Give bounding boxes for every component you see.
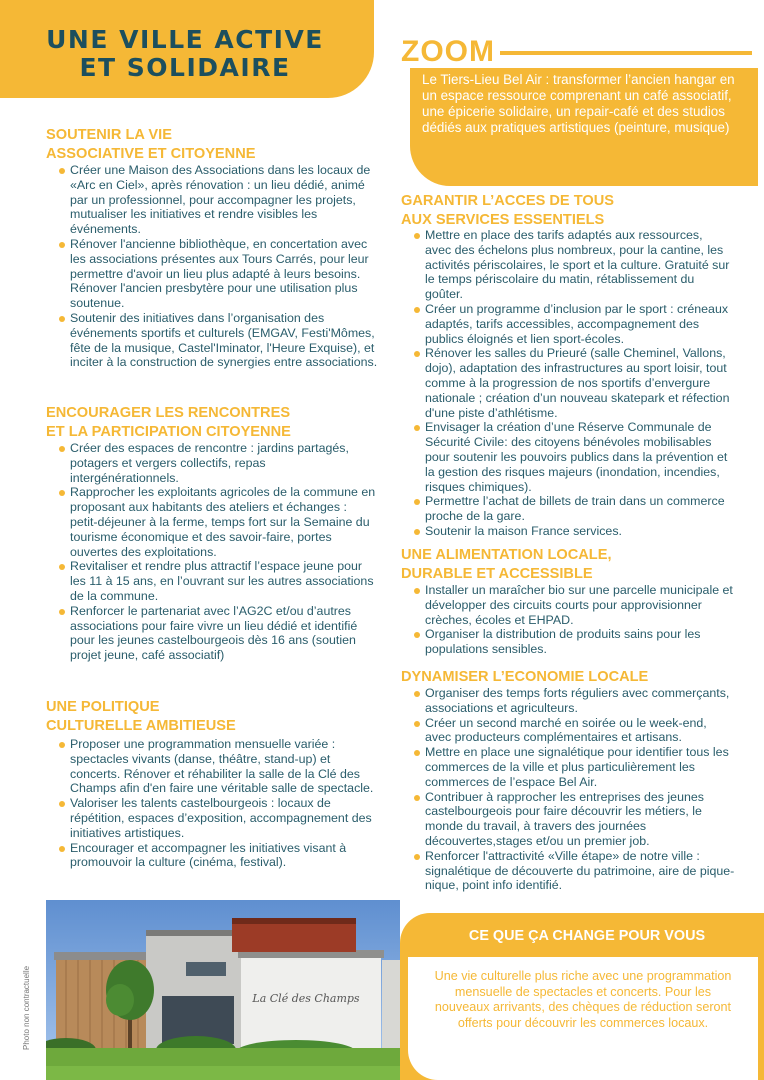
section-title-line: SOUTENIR LA VIE — [46, 127, 172, 143]
list-services — [413, 228, 731, 539]
section-title-line: DURABLE ET ACCESSIBLE — [401, 566, 593, 582]
list-item: Soutenir la maison France services. — [413, 524, 731, 539]
list-item: Mettre en place des tarifs adaptés aux ressources, avec des échelons plus nombreux, pour la cantine, les activités périscolaires, le sport et la culture. Gratuité sur le temps périscolaire du matin, rétablissement du goûter. — [413, 228, 731, 302]
change-inner — [408, 957, 758, 1080]
list-item: Créer un second marché en soirée ou le week-end, avec producteurs complémentaires et artisans. — [413, 716, 735, 746]
list-item: Rénover les salles du Prieuré (salle Cheminel, Vallons, dojo), adaptation des infrastructures au sport loisir, tout comme à la progression de nos sportifs d’envergure nationale ; création d’un nouveau skatepark et réfection d'une piste d’athlétisme. — [413, 346, 731, 420]
title-line-2: ET SOLIDAIRE — [79, 53, 291, 82]
section-title-alimentation — [401, 546, 751, 584]
section-title-associative — [46, 126, 386, 164]
list-item: Créer une Maison des Associations dans les locaux de «Arc en Ciel», après rénovation : un lieu dédié, animé par un professionnel, pour accompagner les projets, mutualiser les initiatives et rendre visibles les événements. — [58, 163, 384, 237]
change-text: Une vie culturelle plus riche avec une programmation mensuelle de spectacles et concerts. Pour les nouveaux arrivants, des chèques de réduction seront offerts pour découvrir les commerces locaux. — [434, 969, 732, 1030]
section-title-line: UNE ALIMENTATION LOCALE, — [401, 547, 612, 563]
list-item: Renforcer l'attractivité «Ville étape» de notre ville : signalétique de découverte du patrimoine, aire de pique-nique, point info identifié. — [413, 849, 735, 893]
section-title-culture — [46, 698, 386, 736]
section-title-line: AUX SERVICES ESSENTIELS — [401, 212, 605, 228]
zoom-label: ZOOM — [401, 35, 495, 68]
list-item: Contribuer à rapprocher les entreprises des jeunes castelbourgeois pour faire découvrir les métiers, le monde du travail, à travers des journées découvertes,stages et/ou un premier job. — [413, 790, 735, 849]
list-item: Organiser des temps forts réguliers avec commerçants, associations et agriculteurs. — [413, 686, 735, 716]
section-title-services — [401, 192, 751, 230]
list-alimentation — [413, 583, 735, 657]
list-item: Envisager la création d’une Réserve Communale de Sécurité Civile: des citoyens bénévoles mobilisables pour soutenir les pouvoirs publics dans la prévention et la gestion des risques majeurs (inondation, incendies, risques chimiques). — [413, 420, 731, 494]
page-title — [40, 26, 330, 82]
building-sign: La Clé des Champs — [252, 992, 360, 1005]
section-title-economie — [401, 668, 751, 687]
building-illustration — [46, 900, 400, 1080]
list-item: Rapprocher les exploitants agricoles de la commune en proposant aux habitants des ateliers et échanges : petit-déjeuner à la ferme, temps fort sur la Semaine du tourisme économique et des savoir-faire, portes ouvertes des exploitations. — [58, 485, 376, 559]
list-item: Organiser la distribution de produits sains pour les populations sensibles. — [413, 627, 735, 657]
list-item: Créer un programme d’inclusion par le sport : créneaux adaptés, tarifs accessibles, accompagnement des publics éloignés et lien sport-écoles. — [413, 302, 731, 346]
list-associative — [58, 163, 384, 370]
list-economie — [413, 686, 735, 893]
section-title-rencontres — [46, 404, 386, 442]
change-box — [400, 913, 764, 1080]
section-title-line: ASSOCIATIVE ET CITOYENNE — [46, 146, 256, 162]
list-rencontres — [58, 441, 376, 663]
photo-credit: Photo non contractuelle — [22, 965, 31, 1050]
list-item: Proposer une programmation mensuelle variée : spectacles vivants (danse, théâtre, stand-up) et concerts. Rénover et réhabiliter la salle de la Clé des Champs afin d'en faire une véritable salle de spectacle. — [58, 737, 376, 796]
title-banner — [0, 0, 374, 98]
section-title-line: DYNAMISER L’ECONOMIE LOCALE — [401, 669, 649, 685]
section-title-line: ENCOURAGER LES RENCONTRES — [46, 405, 291, 421]
zoom-divider — [500, 51, 752, 55]
list-item: Permettre l’achat de billets de train dans un commerce proche de la gare. — [413, 494, 731, 524]
list-item: Soutenir des initiatives dans l’organisation des événements sportifs et culturels (EMGAV, Festi'Mômes, fête de la musique, Castel'Iminator, l'Heure Exquise), et inciter à la construction de synergies entre associations. — [58, 311, 384, 370]
list-item: Mettre en place une signalétique pour identifier tous les commerces de la ville et plus particulièrement les commerces de l’espace Bel Air. — [413, 745, 735, 789]
zoom-text: Le Tiers-Lieu Bel Air : transformer l’ancien hangar en un espace ressource comprenant un café associatif, une épicerie solidaire, un repair-café et des studios dédiés aux pratiques artistiques (peinture, musique) — [422, 72, 735, 135]
section-title-line: UNE POLITIQUE — [46, 699, 160, 715]
list-culture — [58, 737, 376, 870]
change-title: CE QUE ÇA CHANGE POUR VOUS — [468, 928, 706, 944]
zoom-box — [410, 68, 758, 186]
building-photo — [46, 900, 400, 1080]
section-title-line: GARANTIR L’ACCES DE TOUS — [401, 193, 614, 209]
list-item: Installer un maraîcher bio sur une parcelle municipale et développer des circuits courts pour approvisionner crèches, écoles et EHPAD. — [413, 583, 735, 627]
section-title-line: CULTURELLE AMBITIEUSE — [46, 718, 236, 734]
title-line-1: UNE VILLE ACTIVE — [46, 25, 324, 54]
list-item: Renforcer le partenariat avec l’AG2C et/ou d’autres associations pour faire vivre un lieu dédié et identifié pour les jeunes castelbourgeois dès 16 ans (soutien projet jeune, café associatif) — [58, 604, 376, 663]
list-item: Créer des espaces de rencontre : jardins partagés, potagers et vergers collectifs, repas intergénérationnels. — [58, 441, 376, 485]
list-item: Encourager et accompagner les initiatives visant à promouvoir la culture (cinéma, festival). — [58, 841, 376, 871]
list-item: Rénover l'ancienne bibliothèque, en concertation avec les associations présentes aux Tours Carrés, pour leur permettre d'avoir un lieu plus adapté à leurs besoins. Rénover l'ancien presbytère pour une utilisation plus soutenue. — [58, 237, 384, 311]
list-item: Valoriser les talents castelbourgeois : locaux de répétition, espaces d’exposition, accompagnement des initiatives artistiques. — [58, 796, 376, 840]
section-title-line: ET LA PARTICIPATION CITOYENNE — [46, 424, 291, 440]
list-item: Revitaliser et rendre plus attractif l’espace jeune pour les 11 à 15 ans, en l’ouvrant sur les autres associations de la commune. — [58, 559, 376, 603]
